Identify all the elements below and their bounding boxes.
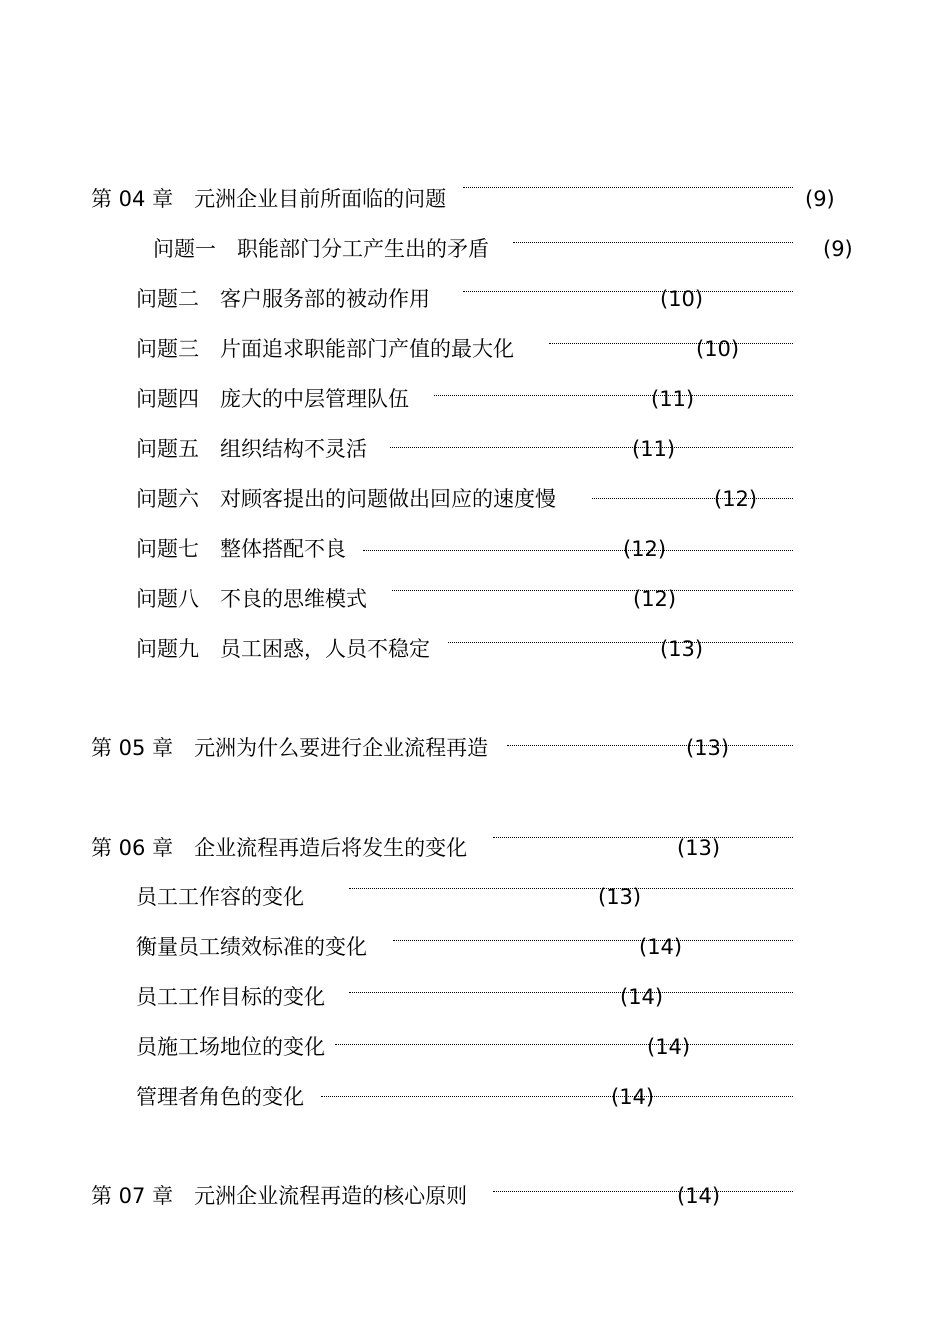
toc-entry-page: (9) xyxy=(805,187,835,211)
toc-entry-page: (12) xyxy=(714,487,758,511)
toc-leader-dots xyxy=(507,745,793,746)
toc-entry-title: 问题一 职能部门分工产生出的矛盾 xyxy=(153,237,489,261)
toc-leader-dots xyxy=(463,291,793,292)
toc-entry-change-work-content[interactable] xyxy=(136,882,876,914)
toc-entry-page: (10) xyxy=(696,337,740,361)
toc-leader-dots xyxy=(463,187,793,188)
toc-entry-page: (9) xyxy=(823,237,853,261)
toc-entry-page: (12) xyxy=(623,537,667,561)
toc-leader-dots xyxy=(434,395,793,396)
toc-leader-dots xyxy=(335,1044,793,1045)
toc-entry-title: 第 06 章 企业流程再造后将发生的变化 xyxy=(91,836,468,860)
toc-leader-dots xyxy=(493,837,793,838)
toc-entry-issue-3[interactable] xyxy=(136,334,876,366)
toc-leader-dots xyxy=(390,447,793,448)
toc-entry-chapter-04[interactable] xyxy=(91,184,891,216)
toc-entry-chapter-06[interactable] xyxy=(91,833,876,865)
toc-leader-dots xyxy=(448,642,793,643)
toc-entry-title: 衡量员工绩效标准的变化 xyxy=(136,935,367,959)
toc-leader-dots xyxy=(549,343,793,344)
toc-entry-page: (14) xyxy=(620,985,664,1009)
toc-entry-title: 员施工场地位的变化 xyxy=(136,1035,325,1059)
toc-entry-change-performance[interactable] xyxy=(136,932,876,964)
toc-entry-issue-4[interactable] xyxy=(136,384,876,416)
toc-entry-page: (12) xyxy=(633,587,677,611)
toc-entry-issue-2[interactable] xyxy=(136,284,876,316)
toc-entry-title: 问题六 对顾客提出的问题做出回应的速度慢 xyxy=(136,487,556,511)
toc-entry-page: (13) xyxy=(598,885,642,909)
toc-entry-title: 第 05 章 元洲为什么要进行企业流程再造 xyxy=(91,736,489,760)
toc-leader-dots xyxy=(349,992,793,993)
toc-leader-dots xyxy=(493,1191,793,1192)
toc-entry-page: (13) xyxy=(686,736,730,760)
toc-entry-issue-1[interactable] xyxy=(153,234,913,266)
toc-entry-title: 第 04 章 元洲企业目前所面临的问题 xyxy=(91,187,447,211)
toc-entry-issue-9[interactable] xyxy=(136,634,876,666)
toc-entry-change-manager-role[interactable] xyxy=(136,1082,876,1114)
toc-entry-change-workplace[interactable] xyxy=(136,1032,876,1064)
toc-entry-page: (11) xyxy=(651,387,695,411)
toc-entry-issue-5[interactable] xyxy=(136,434,876,466)
toc-entry-change-work-goals[interactable] xyxy=(136,982,876,1014)
toc-entry-page: (13) xyxy=(677,836,721,860)
toc-leader-dots xyxy=(592,498,793,499)
toc-entry-issue-8[interactable] xyxy=(136,584,876,616)
toc-entry-title: 员工工作目标的变化 xyxy=(136,985,325,1009)
toc-entry-title: 问题二 客户服务部的被动作用 xyxy=(136,287,430,311)
toc-entry-title: 问题八 不良的思维模式 xyxy=(136,587,367,611)
toc-entry-page: (10) xyxy=(660,287,704,311)
toc-leader-dots xyxy=(363,550,793,551)
toc-entry-title: 问题九 员工困惑，人员不稳定 xyxy=(136,637,430,661)
toc-entry-page: (14) xyxy=(639,935,683,959)
toc-entry-page: (14) xyxy=(677,1184,721,1208)
toc-entry-page: (13) xyxy=(660,637,704,661)
toc-entry-title: 问题三 片面追求职能部门产值的最大化 xyxy=(136,337,514,361)
toc-entry-title: 问题四 庞大的中层管理队伍 xyxy=(136,387,409,411)
toc-leader-dots xyxy=(393,940,793,941)
toc-leader-dots xyxy=(321,1096,793,1097)
toc-entry-title: 问题七 整体搭配不良 xyxy=(136,537,346,561)
toc-entry-chapter-07[interactable] xyxy=(91,1181,876,1213)
toc-entry-page: (14) xyxy=(647,1035,691,1059)
toc-leader-dots xyxy=(392,590,793,591)
toc-entry-title: 管理者角色的变化 xyxy=(136,1085,304,1109)
toc-leader-dots xyxy=(513,242,793,243)
toc-leader-dots xyxy=(349,888,793,889)
toc-entry-issue-7[interactable] xyxy=(136,534,876,566)
toc-entry-page: (11) xyxy=(632,437,676,461)
toc-entry-page: (14) xyxy=(611,1085,655,1109)
toc-entry-title: 员工工作容的变化 xyxy=(136,885,304,909)
toc-entry-chapter-05[interactable] xyxy=(91,733,876,765)
toc-entry-title: 问题五 组织结构不灵活 xyxy=(136,437,367,461)
toc-entry-title: 第 07 章 元洲企业流程再造的核心原则 xyxy=(91,1184,468,1208)
toc-entry-issue-6[interactable] xyxy=(136,484,876,516)
